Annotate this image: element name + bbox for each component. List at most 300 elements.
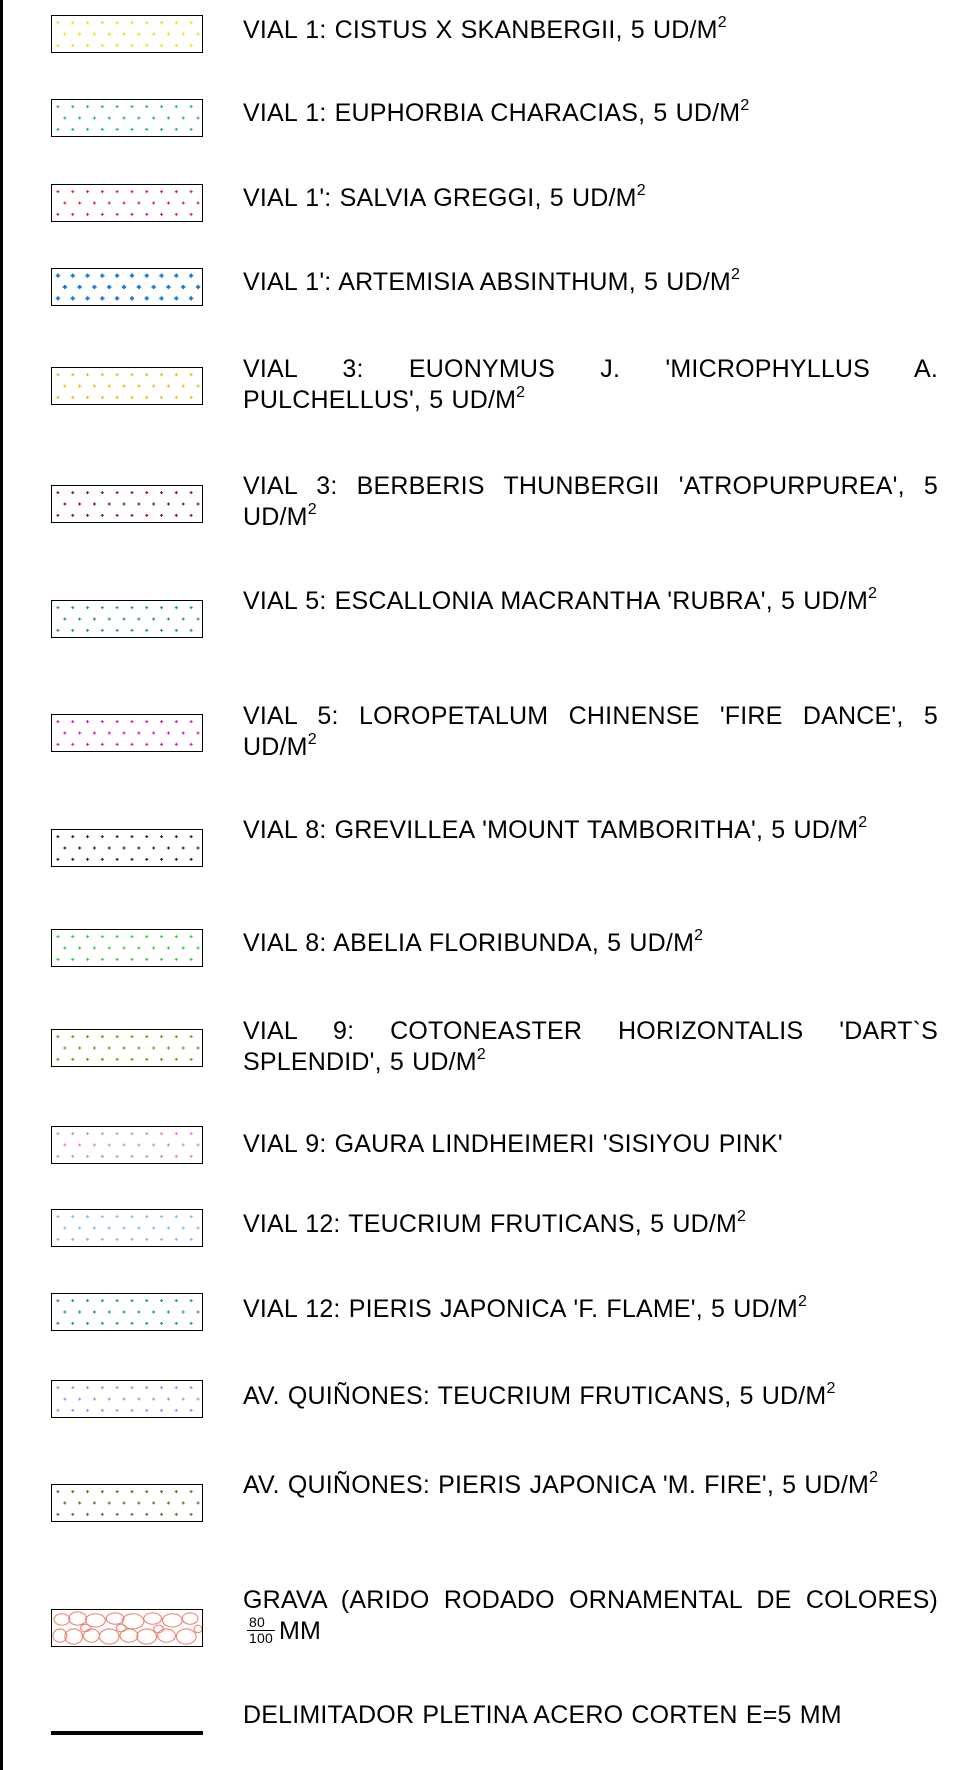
hatch-plus-mark [145,1155,148,1158]
hatch-plus-mark [101,1155,104,1158]
hatch-plus-mark [101,105,104,108]
hatch-plus-mark [137,201,140,204]
hatch-plus-mark [182,731,185,734]
hatch-plus-mark [71,21,74,24]
hatch-plus-mark [116,1155,119,1158]
hatch-plus-mark [63,32,66,35]
hatch-plus-mark [93,1501,96,1504]
gravel-stone-mark [194,1625,202,1633]
hatch-plus-mark [108,32,111,35]
hatch-plus-mark [101,21,104,24]
hatch-plus-mark [86,1238,89,1241]
hatch-plus-mark [145,213,148,216]
hatch-plus-mark [145,491,148,494]
hatch-plus-mark [108,1226,111,1229]
unit-exponent: 2 [730,266,741,283]
hatch-plus-mark [182,32,185,35]
hatch-plus-mark [152,617,155,620]
hatch-plus-mark [145,1490,148,1493]
hatch-plus-mark [86,213,89,216]
hatch-plus-mark [116,1513,119,1516]
hatch-plus-mark [122,1226,125,1229]
hatch-plus-mark [116,44,119,47]
hatch-plus-mark [159,274,163,278]
hatch-plus-mark [137,285,141,289]
hatch-plus-mark [116,213,119,216]
hatch-plus-mark [196,285,200,289]
hatch-plus-mark [130,128,133,131]
hatch-plus-mark [93,1310,96,1313]
hatch-plus-mark [56,274,60,278]
hatch-plus-mark [175,1132,178,1135]
planting-hatch-swatch [51,1126,203,1164]
hatch-plus-mark [85,296,89,300]
unit-exponent: 2 [867,585,878,602]
legend-item-label [243,471,938,533]
hatch-plus-mark [190,1155,193,1158]
hatch-plus-mark [101,1409,104,1412]
hatch-plus-mark [190,743,193,746]
legend-item-label [243,15,938,46]
hatch-plus-mark [175,128,178,131]
hatch-plus-mark [160,128,163,131]
hatch-plus-mark [93,1143,96,1146]
hatch-plus-mark [137,1046,140,1049]
gravel-stone-mark [99,1629,119,1644]
hatch-plus-mark [190,1386,193,1389]
hatch-plus-mark [137,617,140,620]
hatch-plus-mark [137,116,140,119]
hatch-plus-mark [107,285,111,289]
hatch-plus-mark [56,128,59,131]
gravel-stone-mark [144,1613,162,1624]
hatch-plus-mark [93,617,96,620]
hatch-plus-mark [101,1513,104,1516]
hatch-plus-mark [56,835,59,838]
unit-exponent: 2 [476,1046,486,1063]
label-text: AV. QUIÑONES: TEUCRIUM FRUTICANS, 5 UD/M [243,1382,827,1410]
hatch-plus-mark [182,1143,185,1146]
hatch-plus-mark [145,296,149,300]
hatch-plus-mark [71,296,75,300]
hatch-plus-mark [71,958,74,961]
hatch-plus-mark [63,1143,66,1146]
hatch-plus-mark [182,1226,185,1229]
fraction-denominator: 100 [249,1629,273,1646]
hatch-plus-mark [160,514,163,517]
hatch-plus-mark [78,1226,81,1229]
gravel-stone-mark [65,1629,83,1644]
hatch-plus-mark [116,1058,119,1061]
hatch-plus-mark [190,1513,193,1516]
hatch-plus-mark [116,1132,119,1135]
hatch-plus-mark [182,384,185,387]
hatch-plus-mark [116,491,119,494]
hatch-plus-mark [175,958,178,961]
hatch-plus-mark [145,1058,148,1061]
hatch-plus-mark [145,835,148,838]
hatch-plus-mark [116,1215,119,1218]
hatch-plus-mark [122,201,125,204]
hatch-plus-mark [152,502,155,505]
hatch-plus-mark [115,274,119,278]
hatch-plus-mark [145,858,148,861]
hatch-plus-mark [71,1386,74,1389]
hatch-plus-mark [78,1046,81,1049]
hatch-plus-mark [101,1132,104,1135]
hatch-plus-mark [101,958,104,961]
hatch-pattern [52,715,202,751]
label-suffix: MM [278,1617,322,1645]
unit-exponent: 2 [636,182,646,199]
hatch-plus-mark [160,1299,163,1302]
hatch-plus-mark [182,946,185,949]
hatch-pattern [52,1030,202,1066]
hatch-plus-mark [93,846,96,849]
hatch-plus-mark [130,1058,133,1061]
legend-item-label [243,928,938,959]
hatch-plus-mark [71,1215,74,1218]
hatch-plus-mark [86,1035,89,1038]
hatch-plus-mark [130,935,133,938]
hatch-plus-mark [101,396,104,399]
hatch-plus-mark [160,396,163,399]
hatch-plus-mark [86,629,89,632]
hatch-plus-mark [182,846,185,849]
hatch-plus-mark [137,946,140,949]
label-text: VIAL 8: GREVILLEA 'MOUNT TAMBORITHA', 5 UD/M [243,816,859,844]
hatch-plus-mark [71,720,74,723]
hatch-plus-mark [190,105,193,108]
hatch-plus-mark [145,1386,148,1389]
hatch-plus-mark [86,1058,89,1061]
legend-item-label [243,586,938,617]
size-fraction [247,1615,275,1646]
unit-exponent: 2 [717,14,727,31]
hatch-plus-mark [116,935,119,938]
hatch-plus-mark [190,373,193,376]
hatch-plus-mark [122,285,126,289]
hatch-plus-mark [71,44,74,47]
label-text: AV. QUIÑONES: PIERIS JAPONICA 'M. FIRE', 5 UD/M [243,1471,870,1499]
hatch-plus-mark [63,1501,66,1504]
hatch-plus-mark [196,946,199,949]
label-text: VIAL 1: EUPHORBIA CHARACIAS, 5 UD/M [243,99,741,127]
hatch-plus-mark [152,1143,155,1146]
hatch-plus-mark [145,935,148,938]
hatch-plus-mark [116,373,119,376]
hatch-plus-mark [175,1238,178,1241]
hatch-plus-mark [101,858,104,861]
hatch-plus-mark [93,502,96,505]
hatch-plus-mark [190,958,193,961]
planting-hatch-swatch [51,829,203,867]
hatch-plus-mark [92,285,96,289]
hatch-plus-mark [78,502,81,505]
hatch-plus-mark [63,731,66,734]
hatch-plus-mark [175,190,178,193]
hatch-plus-mark [56,1322,59,1325]
hatch-pattern [52,1127,202,1163]
hatch-pattern [52,269,202,305]
hatch-plus-mark [196,731,199,734]
hatch-plus-mark [145,44,148,47]
hatch-plus-mark [86,935,89,938]
hatch-plus-mark [56,213,59,216]
hatch-plus-mark [167,201,170,204]
hatch-plus-mark [137,846,140,849]
hatch-plus-mark [167,384,170,387]
hatch-plus-mark [175,1215,178,1218]
hatch-plus-mark [175,1322,178,1325]
hatch-plus-mark [145,190,148,193]
hatch-plus-mark [190,629,193,632]
hatch-plus-mark [152,1501,155,1504]
label-text: DELIMITADOR PLETINA ACERO CORTEN E=5 MM [243,1701,842,1729]
hatch-plus-mark [63,946,66,949]
hatch-plus-mark [130,1132,133,1135]
hatch-plus-mark [175,105,178,108]
hatch-plus-mark [122,32,125,35]
hatch-plus-mark [71,373,74,376]
hatch-plus-mark [175,213,178,216]
hatch-plus-mark [56,1490,59,1493]
hatch-plus-mark [145,105,148,108]
planting-hatch-swatch [51,184,203,222]
hatch-plus-mark [71,190,74,193]
hatch-plus-mark [145,396,148,399]
hatch-plus-mark [182,1501,185,1504]
hatch-plus-mark [152,32,155,35]
hatch-plus-mark [63,617,66,620]
label-text: VIAL 1': SALVIA GREGGI, 5 UD/M [243,184,637,212]
hatch-plus-mark [101,935,104,938]
hatch-plus-mark [175,1409,178,1412]
hatch-plus-mark [175,858,178,861]
label-text: VIAL 3: BERBERIS THUNBERGII 'ATROPURPUREA', 5 UD/M [243,472,938,531]
hatch-plus-mark [116,743,119,746]
hatch-plus-mark [71,743,74,746]
hatch-plus-mark [160,720,163,723]
gravel-stone-mark [182,1613,198,1624]
hatch-plus-mark [182,116,185,119]
hatch-plus-mark [130,743,133,746]
hatch-plus-mark [152,1226,155,1229]
hatch-plus-mark [175,21,178,24]
hatch-plus-mark [167,617,170,620]
hatch-plus-mark [175,629,178,632]
label-text: VIAL 12: TEUCRIUM FRUTICANS, 5 UD/M [243,1210,738,1238]
hatch-plus-mark [56,21,59,24]
hatch-plus-mark [86,1155,89,1158]
hatch-plus-mark [108,617,111,620]
legend-item-label [243,1294,938,1325]
planting-hatch-swatch [51,1484,203,1522]
hatch-plus-mark [101,720,104,723]
hatch-plus-mark [137,1397,140,1400]
hatch-plus-mark [71,629,74,632]
hatch-plus-mark [86,373,89,376]
hatch-plus-mark [78,1143,81,1146]
hatch-pattern [52,486,202,522]
hatch-plus-mark [71,514,74,517]
hatch-plus-mark [167,116,170,119]
hatch-plus-mark [56,1132,59,1135]
hatch-plus-mark [101,1215,104,1218]
hatch-plus-mark [78,1501,81,1504]
hatch-plus-mark [71,396,74,399]
hatch-plus-mark [152,1310,155,1313]
hatch-plus-mark [86,958,89,961]
hatch-plus-mark [145,629,148,632]
hatch-plus-mark [130,1299,133,1302]
hatch-plus-mark [175,1035,178,1038]
hatch-plus-mark [190,1058,193,1061]
hatch-plus-mark [116,1238,119,1241]
hatch-pattern [52,100,202,136]
hatch-plus-mark [56,1215,59,1218]
hatch-plus-mark [130,629,133,632]
hatch-plus-mark [116,190,119,193]
hatch-plus-mark [108,1397,111,1400]
hatch-plus-mark [145,128,148,131]
hatch-plus-mark [175,606,178,609]
hatch-plus-mark [130,491,133,494]
hatch-plus-mark [101,1299,104,1302]
hatch-plus-mark [175,514,178,517]
hatch-plus-mark [130,720,133,723]
hatch-plus-mark [130,1215,133,1218]
hatch-plus-mark [86,743,89,746]
hatch-plus-mark [101,743,104,746]
planting-hatch-swatch [51,15,203,53]
hatch-plus-mark [175,1058,178,1061]
hatch-plus-mark [152,201,155,204]
hatch-plus-mark [190,1409,193,1412]
hatch-plus-mark [130,1490,133,1493]
hatch-plus-mark [56,720,59,723]
legend-item-label [243,701,938,763]
hatch-plus-mark [190,491,193,494]
hatch-plus-mark [175,396,178,399]
hatch-plus-mark [86,1299,89,1302]
hatch-plus-mark [63,1397,66,1400]
hatch-plus-mark [86,491,89,494]
hatch-plus-mark [71,1155,74,1158]
gravel-stone-mark [69,1612,87,1625]
hatch-plus-mark [160,1058,163,1061]
planting-hatch-swatch [51,1380,203,1418]
hatch-plus-mark [108,1310,111,1313]
hatch-plus-mark [93,116,96,119]
hatch-plus-mark [190,720,193,723]
hatch-plus-mark [175,720,178,723]
hatch-plus-mark [116,105,119,108]
hatch-plus-mark [63,201,66,204]
hatch-plus-mark [78,384,81,387]
hatch-plus-mark [56,190,59,193]
label-text: VIAL 1': ARTEMISIA ABSINTHUM, 5 UD/M [243,268,731,296]
hatch-plus-mark [56,373,59,376]
hatch-plus-mark [145,743,148,746]
hatch-plus-mark [116,128,119,131]
hatch-plus-mark [78,731,81,734]
hatch-plus-mark [167,502,170,505]
hatch-plus-mark [130,396,133,399]
hatch-plus-mark [181,285,185,289]
unit-exponent: 2 [516,384,526,401]
hatch-plus-mark [122,1397,125,1400]
hatch-plus-mark [71,128,74,131]
hatch-plus-mark [101,190,104,193]
hatch-plus-mark [122,846,125,849]
hatch-plus-mark [100,296,104,300]
hatch-plus-mark [130,274,134,278]
hatch-plus-mark [122,1501,125,1504]
hatch-plus-mark [145,606,148,609]
hatch-plus-mark [167,1226,170,1229]
hatch-plus-mark [63,1310,66,1313]
hatch-plus-mark [56,935,59,938]
label-text: VIAL 5: ESCALLONIA MACRANTHA 'RUBRA', 5 UD/M [243,587,868,615]
hatch-plus-mark [152,1046,155,1049]
hatch-plus-mark [130,1409,133,1412]
hatch-plus-mark [145,1215,148,1218]
hatch-plus-mark [160,105,163,108]
gravel-stone-mark [158,1629,176,1642]
hatch-plus-mark [122,502,125,505]
hatch-plus-mark [93,32,96,35]
hatch-plus-mark [159,296,163,300]
hatch-plus-mark [189,274,193,278]
hatch-plus-mark [56,958,59,961]
hatch-plus-mark [56,1513,59,1516]
hatch-plus-mark [56,1035,59,1038]
hatch-plus-mark [108,1143,111,1146]
hatch-plus-mark [137,1226,140,1229]
hatch-plus-mark [71,1409,74,1412]
hatch-plus-mark [93,731,96,734]
hatch-plus-mark [190,1238,193,1241]
legend-item-label [243,815,938,846]
gravel-stone-mark [120,1629,138,1642]
hatch-plus-mark [116,1035,119,1038]
hatch-plus-mark [78,32,81,35]
hatch-plus-mark [190,21,193,24]
hatch-plus-mark [130,373,133,376]
hatch-plus-mark [190,44,193,47]
hatch-plus-mark [86,720,89,723]
hatch-plus-mark [116,606,119,609]
hatch-plus-mark [130,1155,133,1158]
hatch-plus-mark [145,1035,148,1038]
legend-item-label [243,1470,938,1501]
hatch-plus-mark [86,1322,89,1325]
hatch-plus-mark [78,846,81,849]
hatch-plus-mark [196,502,199,505]
hatch-plus-mark [56,491,59,494]
hatch-plus-mark [145,1299,148,1302]
hatch-plus-mark [86,514,89,517]
hatch-plus-mark [63,384,66,387]
label-text: VIAL 8: ABELIA FLORIBUNDA, 5 UD/M [243,929,695,957]
hatch-plus-mark [160,1322,163,1325]
hatch-plus-mark [122,116,125,119]
hatch-plus-mark [63,1226,66,1229]
hatch-plus-mark [116,396,119,399]
hatch-plus-mark [174,296,178,300]
hatch-plus-mark [93,1046,96,1049]
